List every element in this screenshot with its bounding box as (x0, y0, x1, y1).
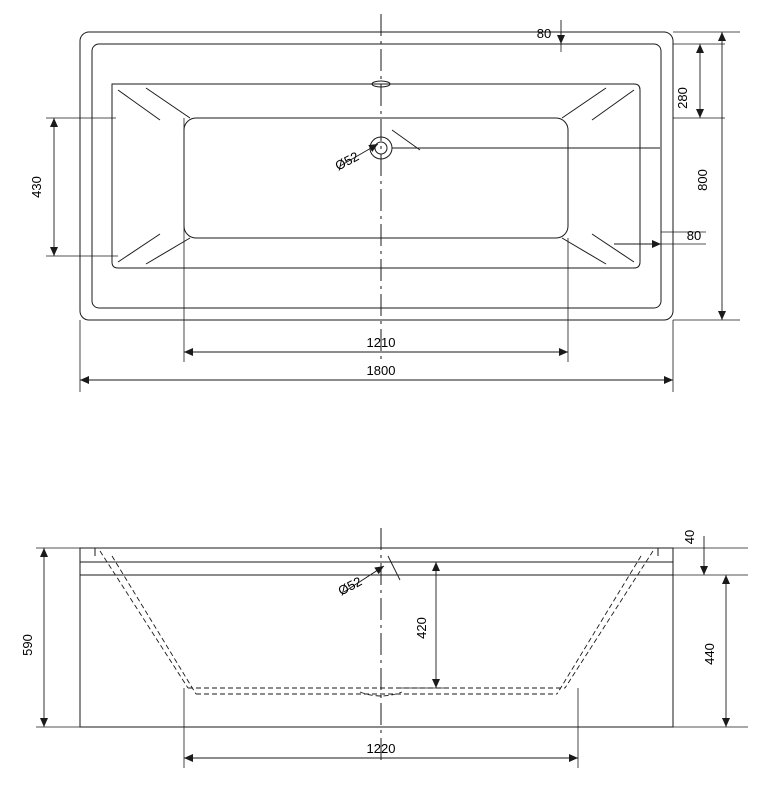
dim-inner-length: 1210 (366, 335, 396, 350)
top-view-outline (80, 32, 673, 320)
dim-inner-depth: 420 (414, 617, 429, 639)
dim-drain-diameter-top: Ø52 (332, 148, 362, 174)
dim-body-height: 440 (702, 643, 717, 665)
top-view-dimension-arrows (54, 20, 722, 380)
dim-top-offset: 280 (675, 87, 690, 109)
dim-overall-length: 1800 (366, 363, 396, 378)
front-view-extension-lines (36, 548, 748, 768)
dim-base-length: 1220 (366, 741, 396, 756)
dim-drain-diameter-front: Ø52 (335, 573, 365, 599)
dim-left-offset-width: 430 (29, 176, 44, 198)
dim-rim-thickness: 40 (682, 529, 697, 545)
dim-overall-width: 800 (695, 169, 710, 191)
front-view-outline (80, 548, 673, 727)
front-view-dimension-arrows (44, 536, 726, 758)
dim-wall-right: 80 (686, 228, 702, 243)
dim-wall-top: 80 (536, 26, 552, 41)
dim-overall-height: 590 (20, 634, 35, 656)
front-view-hidden-lines (100, 551, 653, 696)
